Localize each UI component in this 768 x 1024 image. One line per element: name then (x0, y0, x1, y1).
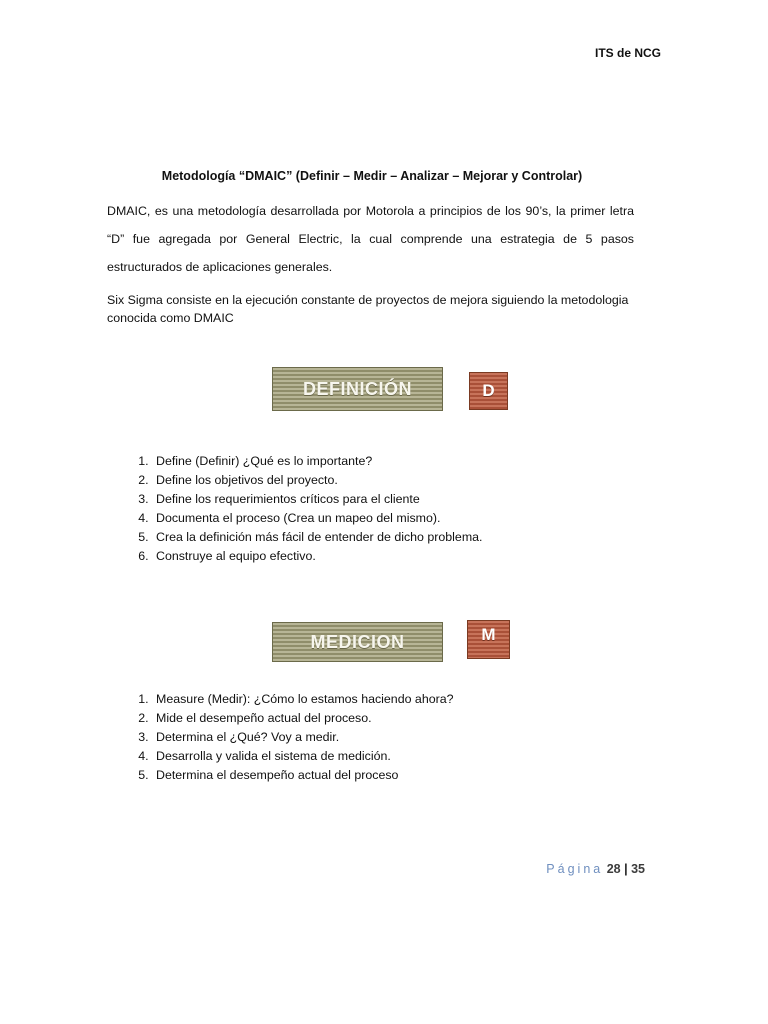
letter-d-badge: D (469, 372, 508, 410)
list-item: 3. Determina el ¿Qué? Voy a medir. (152, 728, 632, 747)
list-item: 5. Determina el desempeño actual del proceso (152, 766, 632, 785)
list-item: 2. Mide el desempeño actual del proceso. (152, 709, 632, 728)
list-item: 5. Crea la definición más fácil de entender de dicho problema. (152, 528, 632, 547)
document-title: Metodología “DMAIC” (Definir – Medir – Analizar – Mejorar y Controlar) (161, 169, 583, 183)
list-item: 1. Define (Definir) ¿Qué es lo importante? (152, 452, 632, 471)
page-word: Página (546, 862, 604, 876)
definicion-banner: DEFINICIÓN (272, 367, 443, 411)
intro-paragraph: DMAIC, es una metodología desarrollada por Motorola a principios de los 90’s, la primer letra “D” fue agregada por General Electric, la cual comprende una estrategia de 5 pasos estructurados de aplicaciones generales. (107, 204, 634, 274)
six-sigma-paragraph: Six Sigma consiste en la ejecución constante de proyectos de mejora siguiendo la metodologia conocida como DMAIC (107, 293, 629, 325)
list-item: 6. Construye al equipo efectivo. (152, 547, 632, 566)
total-pages: 35 (631, 862, 645, 876)
list-item: 1. Measure (Medir): ¿Cómo lo estamos haciendo ahora? (152, 690, 632, 709)
page-header: ITS de NCG (594, 46, 661, 60)
medicion-banner: MEDICION (272, 622, 443, 662)
list-item: 4. Documenta el proceso (Crea un mapeo del mismo). (152, 509, 632, 528)
page-footer (0, 862, 645, 876)
letter-m-badge: M (467, 620, 510, 659)
define-steps-list (107, 452, 632, 566)
list-item: 4. Desarrolla y valida el sistema de medición. (152, 747, 632, 766)
page-separator: | (624, 862, 628, 876)
list-item: 2. Define los objetivos del proyecto. (152, 471, 632, 490)
page-number: 28 (606, 862, 621, 876)
list-item: 3. Define los requerimientos críticos para el cliente (152, 490, 632, 509)
measure-steps-list (107, 690, 632, 785)
